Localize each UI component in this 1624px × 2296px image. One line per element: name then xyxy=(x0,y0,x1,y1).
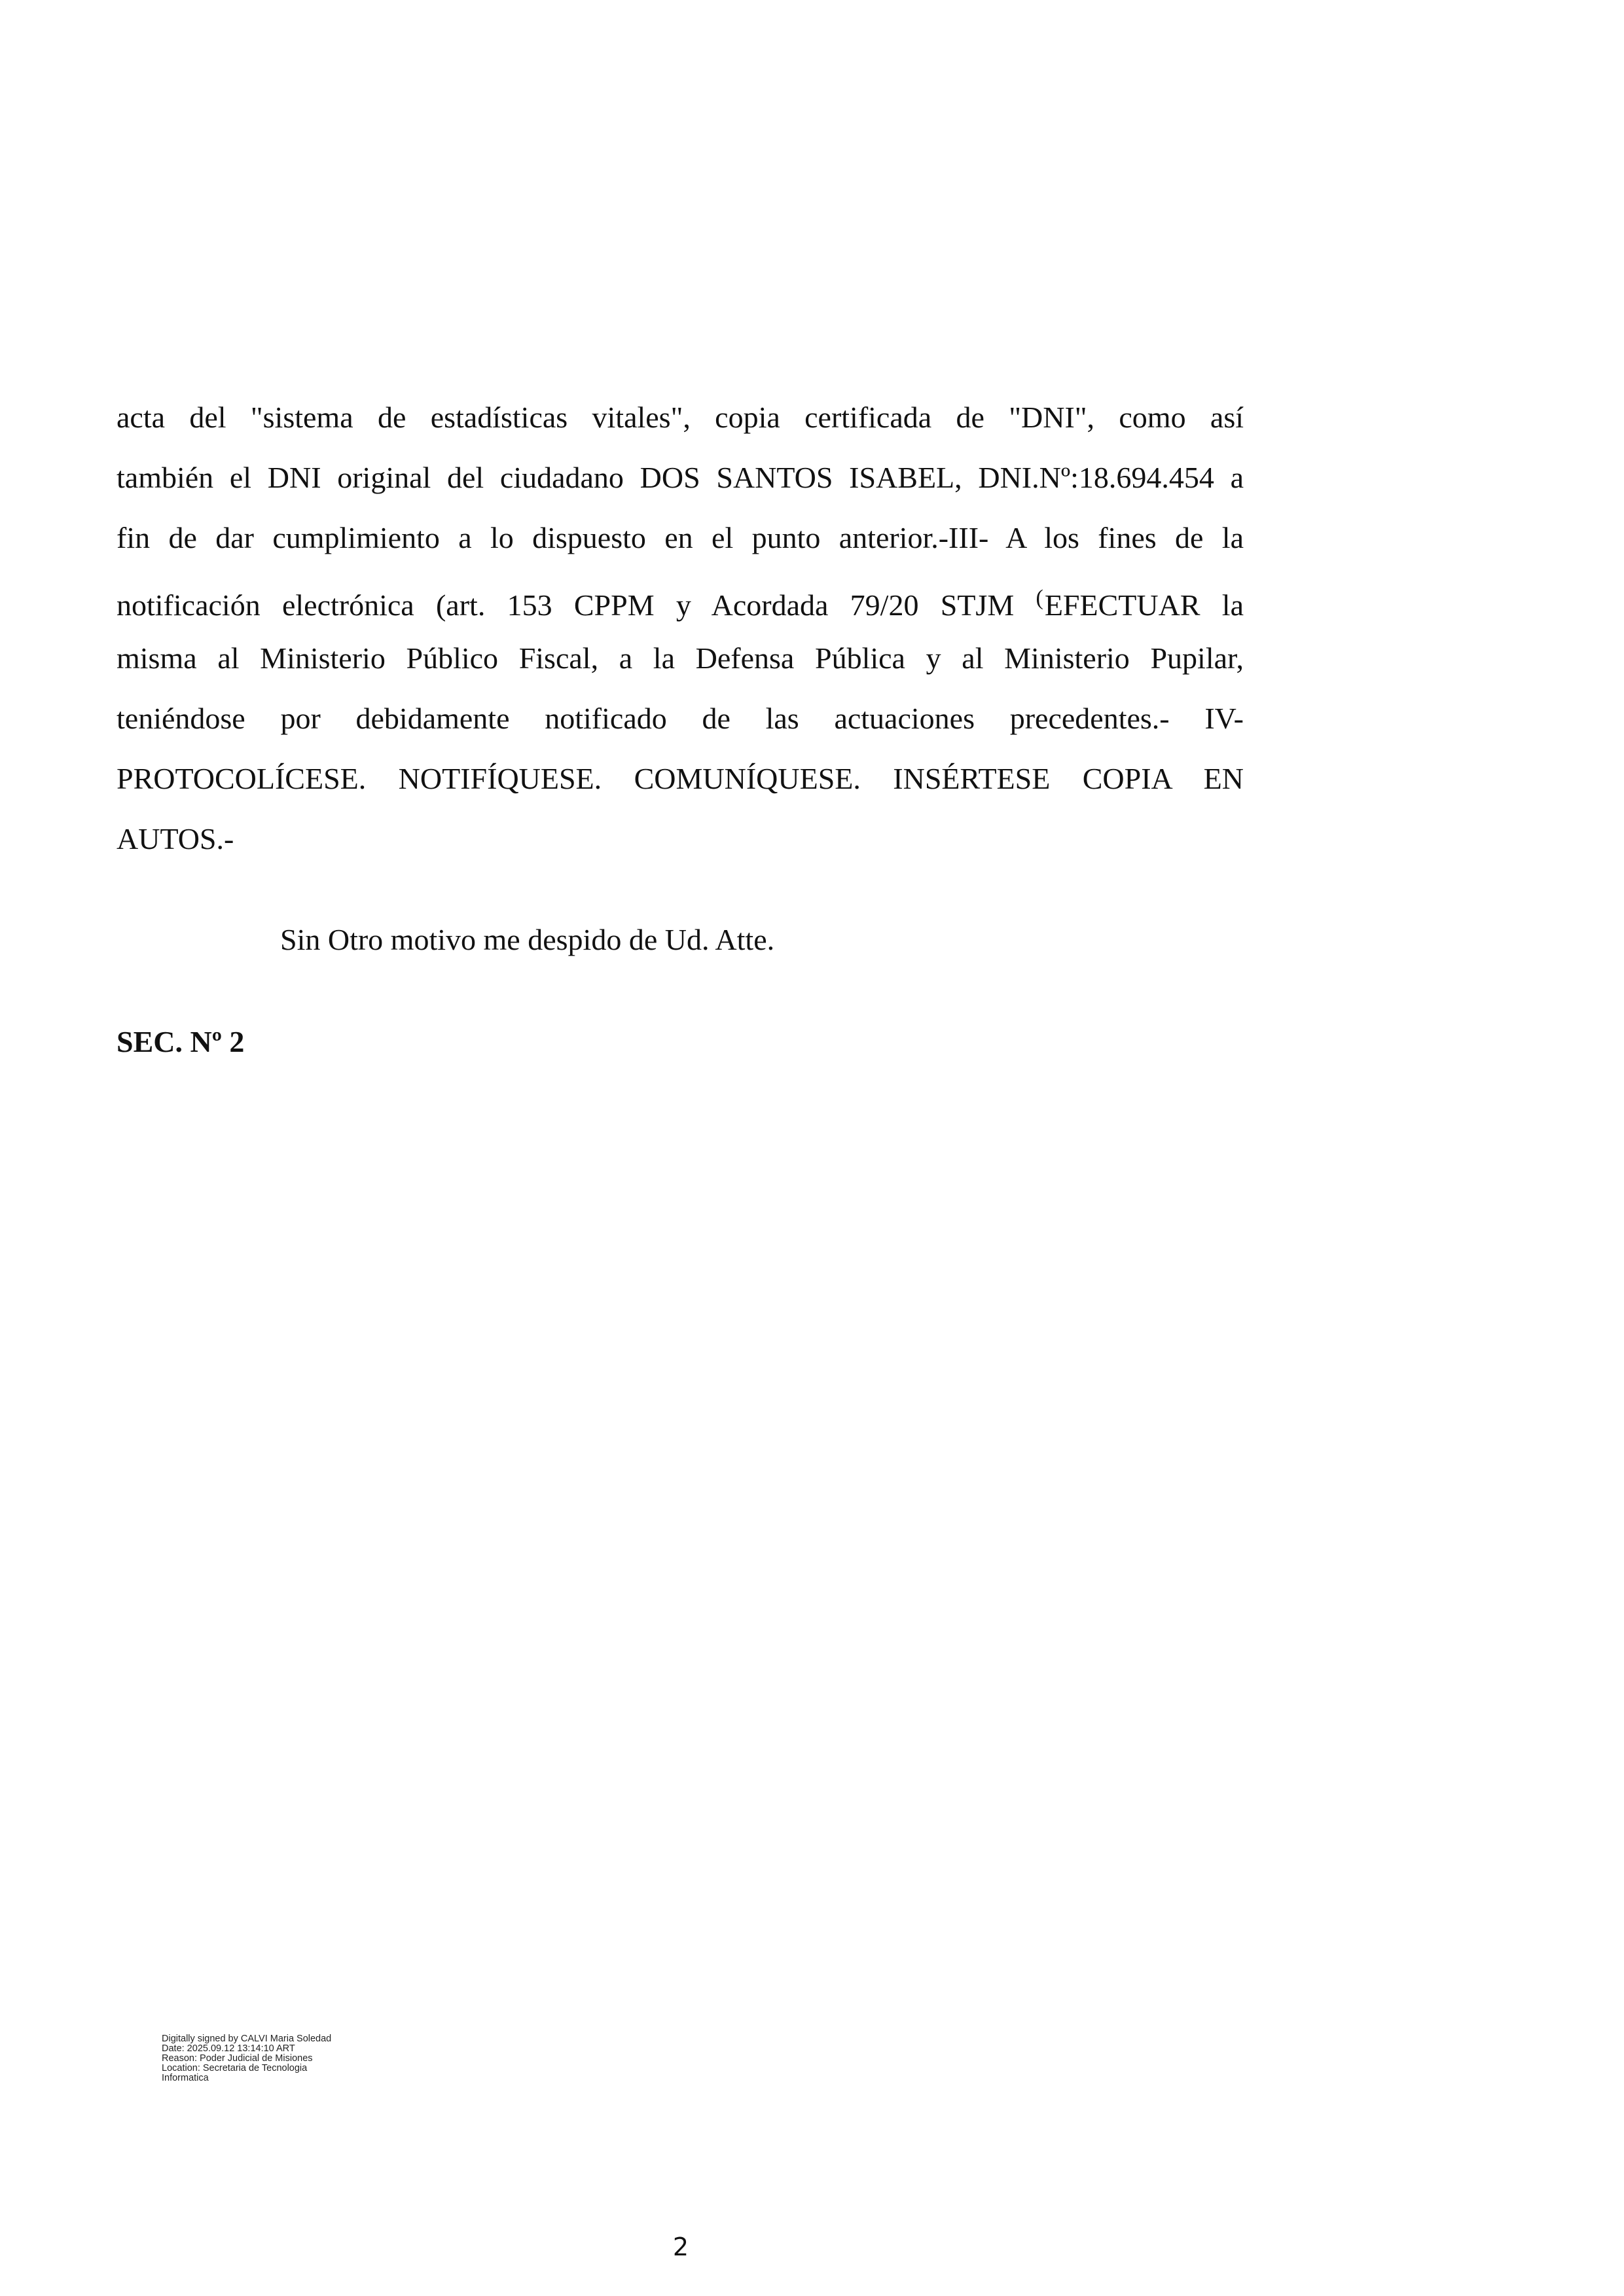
body-line-6: teniéndose por debidamente notificado de las actuaciones precedentes.- IV- xyxy=(117,702,1244,735)
signature-location-cont: Informatica xyxy=(162,2073,209,2083)
signature-reason: Reason: Poder Judicial de Misiones xyxy=(162,2053,313,2064)
signature-date: Date: 2025.09.12 13:14:10 ART xyxy=(162,2043,295,2054)
body-line-4 xyxy=(117,568,1244,628)
body-line-4-tail: EFECTUAR la xyxy=(1044,588,1244,622)
body-line-8: AUTOS.- xyxy=(117,822,234,855)
page-number: 2 xyxy=(672,2233,689,2261)
section-number: SEC. Nº 2 xyxy=(117,1025,245,1058)
body-line-2: también el DNI original del ciudadano DOS SANTOS ISABEL, DNI.Nº:18.694.454 a xyxy=(117,461,1244,494)
body-line-1: acta del "sistema de estadísticas vitales", copia certificada de "DNI", como así xyxy=(117,401,1244,434)
digital-signature-block xyxy=(162,2034,437,2083)
body-line-5: misma al Ministerio Público Fiscal, a la Defensa Pública y al Ministerio Pupilar, xyxy=(117,641,1244,675)
signature-signer: Digitally signed by CALVI Maria Soledad xyxy=(162,2034,332,2044)
body-line-7: PROTOCOLÍCESE. NOTIFÍQUESE. COMUNÍQUESE. INSÉRTESE COPIA EN xyxy=(117,762,1244,795)
signature-location: Location: Secretaria de Tecnologia xyxy=(162,2063,308,2073)
closing-line: Sin Otro motivo me despido de Ud. Atte. xyxy=(280,923,775,956)
superscript-paren: ( xyxy=(1036,586,1043,610)
body-line-4-text: notificación electrónica (art. 153 CPPM y Acordada 79/20 STJM xyxy=(117,588,1036,622)
body-text xyxy=(117,387,1244,869)
body-line-3: fin de dar cumplimiento a lo dispuesto en el punto anterior.-III- A los fines de la xyxy=(117,521,1244,554)
